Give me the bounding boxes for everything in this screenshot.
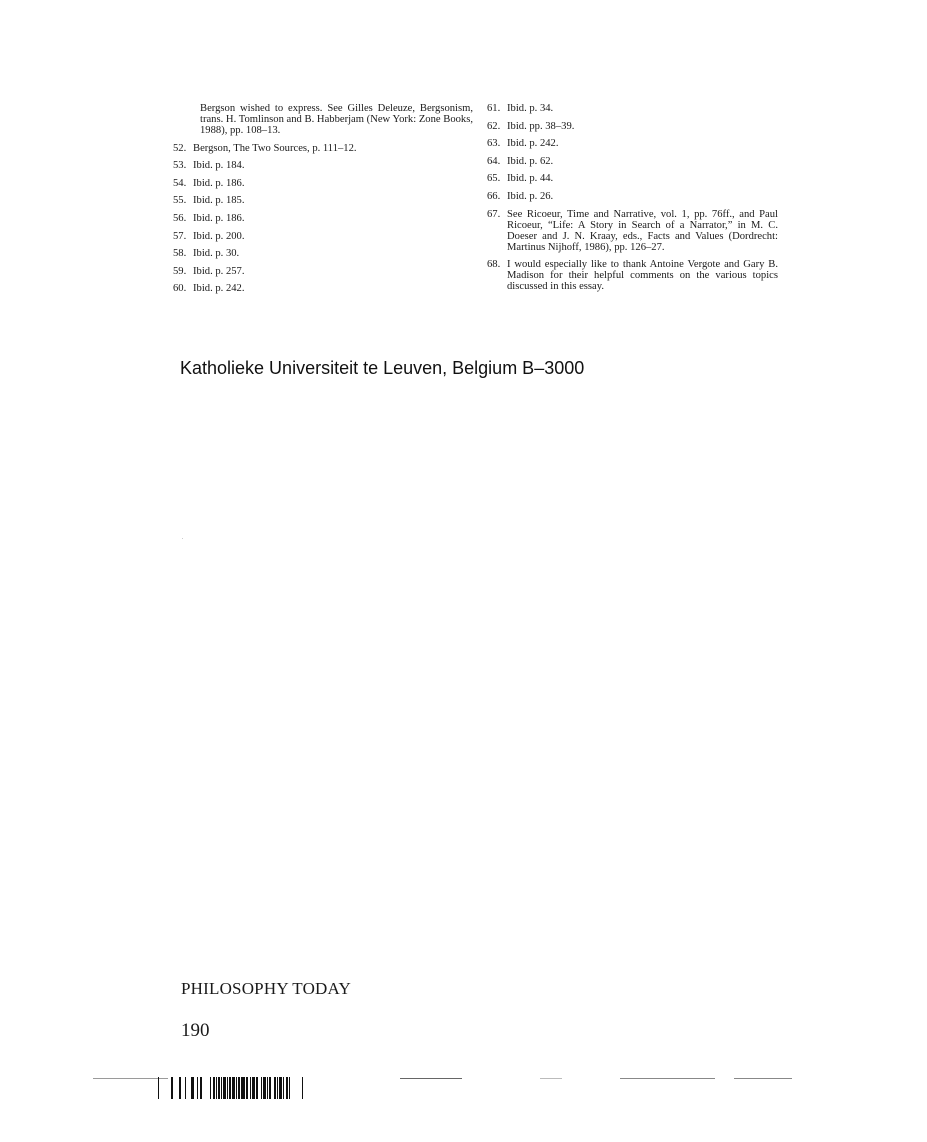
footnote-57 xyxy=(173,231,473,242)
footnote-63 xyxy=(487,138,778,149)
footnote-61 xyxy=(487,103,778,114)
footnote-54 xyxy=(173,178,473,189)
footnote-number: 63. xyxy=(487,138,501,150)
footnote-68 xyxy=(487,259,778,292)
footnote-text: Ibid. p. 186. xyxy=(193,212,245,224)
footnote-64 xyxy=(487,156,778,167)
footnote-58 xyxy=(173,248,473,259)
footnote-text: Ibid. p. 184. xyxy=(193,160,245,172)
footnote-number: 68. xyxy=(487,259,501,271)
footnotes-left-column xyxy=(173,103,473,301)
footnote-number: 61. xyxy=(487,103,501,114)
footnote-53 xyxy=(173,160,473,171)
scan-line xyxy=(540,1078,562,1079)
footnote-number: 54. xyxy=(173,177,187,189)
footnote-text: Ibid. p. 30. xyxy=(193,248,240,260)
footnote-number: 59. xyxy=(173,265,187,277)
footnote-text: Ibid. pp. 38–39. xyxy=(507,120,575,132)
footnote-number: 53. xyxy=(173,160,187,172)
author-affiliation: Katholieke Universiteit te Leuven, Belgium B–3000 xyxy=(180,358,585,378)
footnote-number: 57. xyxy=(173,230,187,242)
footnote-text: Ibid. p. 62. xyxy=(507,155,554,167)
page-number: 190 xyxy=(181,1020,210,1041)
footnote-text: See Ricoeur, Time and Narrative, vol. 1, pp. 76ff., and Paul Ricoeur, “Life: A Story in Search of a Narrator,” in M. C. Doeser and J. N. Kraay, eds., Facts and Values (Dordrecht: Martinus Nijhoff, 1986), pp. 126–27. xyxy=(507,208,778,253)
footnote-52 xyxy=(173,143,473,154)
footnote-text: Ibid. p. 44. xyxy=(507,173,554,185)
footnote-text: Ibid. p. 26. xyxy=(507,190,554,202)
footnote-text: Bergson, The Two Sources, p. 111–12. xyxy=(193,142,357,154)
footnote-number: 64. xyxy=(487,155,501,167)
journal-name: PHILOSOPHY TODAY xyxy=(181,979,351,998)
scan-speck xyxy=(182,538,183,539)
footnote-text: Ibid. p. 34. xyxy=(507,103,554,114)
scan-line xyxy=(620,1078,715,1079)
footnote-number: 67. xyxy=(487,208,501,220)
scan-line xyxy=(400,1078,462,1079)
footnote-67 xyxy=(487,209,778,253)
footnote-text: Ibid. p. 257. xyxy=(193,265,245,277)
footnote-number: 65. xyxy=(487,173,501,185)
footnote-text: Ibid. p. 200. xyxy=(193,230,245,242)
scan-line xyxy=(93,1078,168,1079)
footnote-51-continuation: Bergson wished to express. See Gilles Deleuze, Bergsonism, trans. H. Tomlinson and B. Habberjam (New York: Zone Books, 1988), pp. 108–13. xyxy=(200,103,473,136)
footnote-62 xyxy=(487,121,778,132)
footnote-55 xyxy=(173,195,473,206)
footnote-number: 52. xyxy=(173,142,187,154)
footnote-60 xyxy=(173,283,473,294)
footnote-number: 60. xyxy=(173,283,187,295)
footnote-66 xyxy=(487,191,778,202)
footnote-text: Ibid. p. 185. xyxy=(193,195,245,207)
footnote-text: Ibid. p. 242. xyxy=(507,138,559,150)
footnote-number: 55. xyxy=(173,195,187,207)
footnote-65 xyxy=(487,173,778,184)
footnote-number: 56. xyxy=(173,212,187,224)
footnote-59 xyxy=(173,266,473,277)
footnote-56 xyxy=(173,213,473,224)
footnote-text: Ibid. p. 242. xyxy=(193,283,245,295)
footnotes-right-column xyxy=(487,103,778,299)
footnote-number: 66. xyxy=(487,190,501,202)
footnote-number: 58. xyxy=(173,248,187,260)
footnote-text: Ibid. p. 186. xyxy=(193,177,245,189)
scan-line xyxy=(734,1078,792,1079)
footnote-number: 62. xyxy=(487,120,501,132)
footnote-text: I would especially like to thank Antoine Vergote and Gary B. Madison for their helpful comments on the various topics discussed in this essay. xyxy=(507,259,778,293)
barcode xyxy=(158,1077,334,1099)
